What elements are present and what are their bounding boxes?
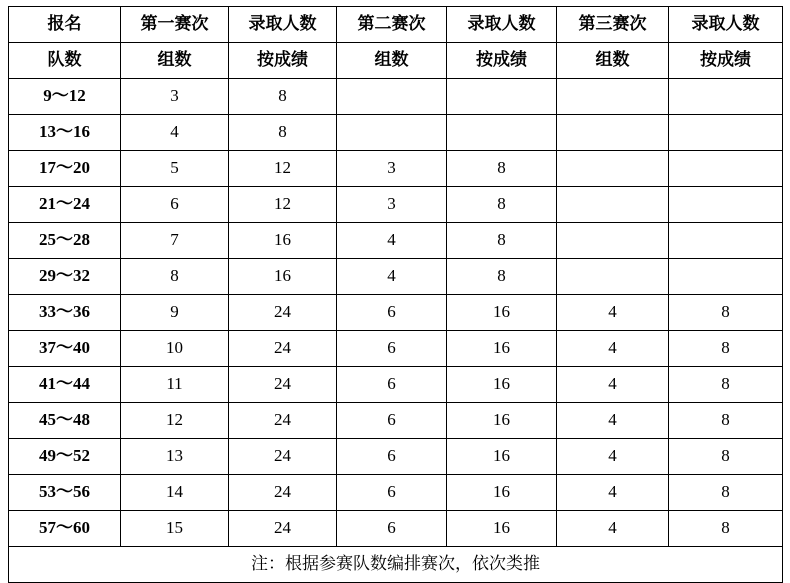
row-label: 21～24: [9, 187, 121, 223]
data-cell: 24: [229, 403, 337, 439]
table-row: [9, 511, 783, 547]
data-cell: 8: [447, 259, 557, 295]
header-cell: 录取人数: [229, 7, 337, 43]
data-cell: [557, 259, 669, 295]
data-cell: 12: [121, 403, 229, 439]
header-cell: 按成绩: [669, 43, 783, 79]
data-cell: 24: [229, 475, 337, 511]
data-cell: 8: [447, 223, 557, 259]
row-label: 37～40: [9, 331, 121, 367]
header-cell: 组数: [557, 43, 669, 79]
table-row: [9, 367, 783, 403]
header-cell: 按成绩: [447, 43, 557, 79]
data-cell: 6: [337, 475, 447, 511]
header-cell: 队数: [9, 43, 121, 79]
competition-schedule-table: [8, 6, 783, 583]
data-cell: 8: [669, 331, 783, 367]
table-row: [9, 403, 783, 439]
data-cell: 24: [229, 439, 337, 475]
data-cell: 10: [121, 331, 229, 367]
data-cell: 6: [121, 187, 229, 223]
data-cell: 8: [669, 439, 783, 475]
data-cell: [337, 115, 447, 151]
data-cell: 7: [121, 223, 229, 259]
data-cell: 6: [337, 403, 447, 439]
data-cell: 8: [669, 403, 783, 439]
data-cell: [669, 115, 783, 151]
header-cell: 按成绩: [229, 43, 337, 79]
table-header-row-2: [9, 43, 783, 79]
row-label: 33～36: [9, 295, 121, 331]
data-cell: 3: [337, 151, 447, 187]
data-cell: 8: [669, 367, 783, 403]
header-cell: 第二赛次: [337, 7, 447, 43]
table-row: [9, 151, 783, 187]
data-cell: 8: [669, 295, 783, 331]
data-cell: [669, 223, 783, 259]
data-cell: 6: [337, 295, 447, 331]
row-label: 57～60: [9, 511, 121, 547]
table-row: [9, 331, 783, 367]
data-cell: 24: [229, 295, 337, 331]
data-cell: [557, 187, 669, 223]
data-cell: 16: [447, 295, 557, 331]
data-cell: 3: [337, 187, 447, 223]
table-row: [9, 187, 783, 223]
data-cell: 6: [337, 439, 447, 475]
data-cell: 4: [557, 295, 669, 331]
data-cell: 24: [229, 367, 337, 403]
data-cell: 13: [121, 439, 229, 475]
data-cell: 16: [447, 475, 557, 511]
data-cell: [447, 115, 557, 151]
row-label: 25～28: [9, 223, 121, 259]
table-row: [9, 259, 783, 295]
data-cell: 16: [447, 367, 557, 403]
data-cell: 16: [447, 511, 557, 547]
table-header-row-1: [9, 7, 783, 43]
data-cell: 8: [229, 79, 337, 115]
data-cell: 4: [557, 475, 669, 511]
data-cell: [669, 151, 783, 187]
data-cell: 15: [121, 511, 229, 547]
header-cell: 第三赛次: [557, 7, 669, 43]
header-cell: 录取人数: [447, 7, 557, 43]
data-cell: 16: [229, 223, 337, 259]
data-cell: 16: [447, 439, 557, 475]
table-row: [9, 115, 783, 151]
data-cell: [557, 115, 669, 151]
data-cell: 8: [121, 259, 229, 295]
data-cell: [557, 151, 669, 187]
data-cell: 8: [447, 187, 557, 223]
data-cell: 24: [229, 511, 337, 547]
row-label: 13～16: [9, 115, 121, 151]
data-cell: 8: [669, 475, 783, 511]
data-cell: 4: [337, 259, 447, 295]
row-label: 41～44: [9, 367, 121, 403]
data-cell: [337, 79, 447, 115]
data-cell: 14: [121, 475, 229, 511]
row-label: 9～12: [9, 79, 121, 115]
header-cell: 组数: [337, 43, 447, 79]
table-note: 注：根据参赛队数编排赛次，依次类推: [9, 547, 783, 583]
table-row: [9, 79, 783, 115]
header-cell: 录取人数: [669, 7, 783, 43]
data-cell: 4: [557, 439, 669, 475]
data-cell: 9: [121, 295, 229, 331]
row-label: 49～52: [9, 439, 121, 475]
data-cell: 6: [337, 331, 447, 367]
table-row: [9, 223, 783, 259]
data-cell: 24: [229, 331, 337, 367]
data-cell: 8: [669, 511, 783, 547]
header-cell: 组数: [121, 43, 229, 79]
data-cell: [669, 79, 783, 115]
data-cell: 16: [229, 259, 337, 295]
data-cell: 5: [121, 151, 229, 187]
table-row: [9, 439, 783, 475]
header-cell: 第一赛次: [121, 7, 229, 43]
data-cell: [669, 187, 783, 223]
table-row: [9, 475, 783, 511]
row-label: 53～56: [9, 475, 121, 511]
data-cell: 4: [557, 331, 669, 367]
table-row: [9, 295, 783, 331]
data-cell: 12: [229, 187, 337, 223]
data-cell: 6: [337, 511, 447, 547]
data-cell: [669, 259, 783, 295]
data-cell: 16: [447, 403, 557, 439]
data-cell: [557, 223, 669, 259]
data-cell: 4: [557, 511, 669, 547]
row-label: 45～48: [9, 403, 121, 439]
data-cell: 4: [557, 367, 669, 403]
data-cell: 16: [447, 331, 557, 367]
data-cell: 11: [121, 367, 229, 403]
data-cell: 4: [121, 115, 229, 151]
data-cell: [447, 79, 557, 115]
data-cell: [557, 79, 669, 115]
data-cell: 3: [121, 79, 229, 115]
data-cell: 4: [557, 403, 669, 439]
header-cell: 报名: [9, 7, 121, 43]
row-label: 29～32: [9, 259, 121, 295]
table-note-row: [9, 547, 783, 583]
data-cell: 12: [229, 151, 337, 187]
data-cell: 8: [229, 115, 337, 151]
data-cell: 4: [337, 223, 447, 259]
data-cell: 6: [337, 367, 447, 403]
data-cell: 8: [447, 151, 557, 187]
row-label: 17～20: [9, 151, 121, 187]
